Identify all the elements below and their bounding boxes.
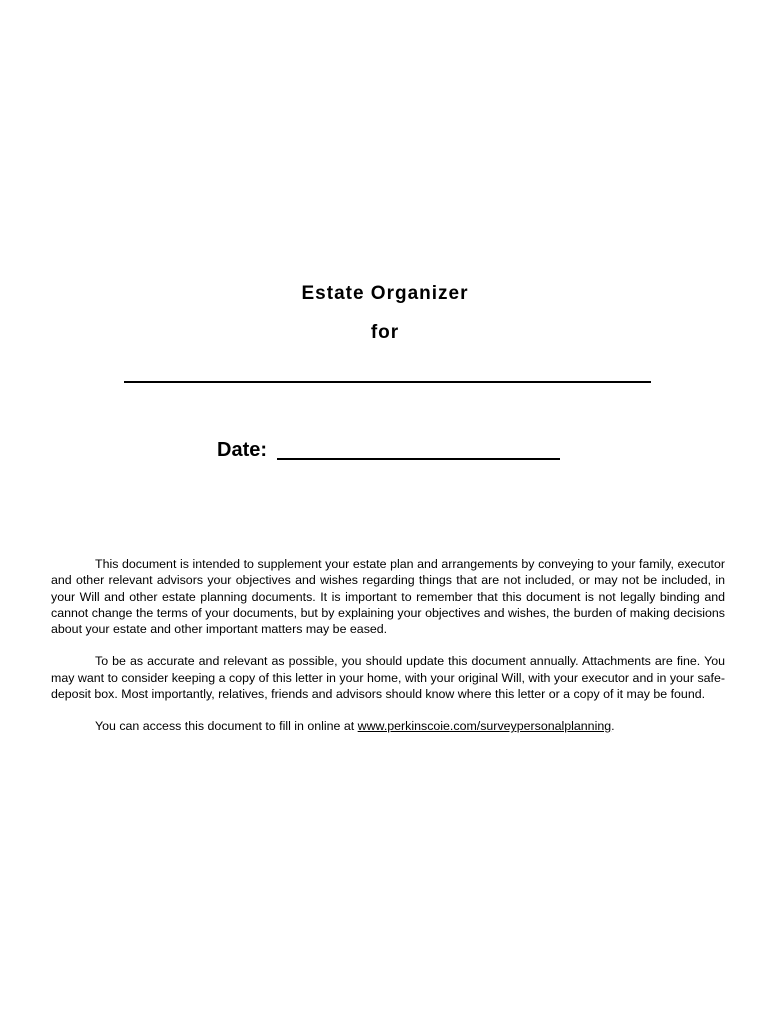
name-blank-line[interactable] bbox=[124, 381, 651, 383]
date-row bbox=[217, 438, 560, 462]
online-survey-link[interactable]: www.perkinscoie.com/surveypersonalplanning bbox=[357, 719, 612, 734]
date-label: Date: bbox=[217, 439, 268, 461]
online-access-period: . bbox=[611, 719, 615, 734]
intro-paragraph-2: To be as accurate and relevant as possible, you should update this document annually. Attachments are fine. You may want to consider keeping a copy of this letter in your home, with your original Will, with your executor and in your safe-deposit box. Most importantly, relatives, friends and advisors should know where this letter or a copy of it may be found. bbox=[51, 654, 725, 702]
intro-paragraph-3 bbox=[51, 718, 725, 734]
document-title: Estate Organizer bbox=[301, 283, 469, 304]
date-blank-line[interactable] bbox=[277, 458, 560, 460]
for-label: for bbox=[370, 322, 400, 343]
online-access-text: You can access this document to fill in online at bbox=[95, 719, 358, 734]
intro-paragraph-1: This document is intended to supplement your estate plan and arrangements by conveying to your family, executor and other relevant advisors your objectives and wishes regarding things that are not included, or may not be included, in your Will and other estate planning documents. It is important to remember that this document is not legally binding and cannot change the terms of your documents, but by explaining your objectives and wishes, the burden of making decisions about your estate and other important matters may be eased. bbox=[51, 557, 725, 637]
intro-text bbox=[51, 556, 725, 751]
